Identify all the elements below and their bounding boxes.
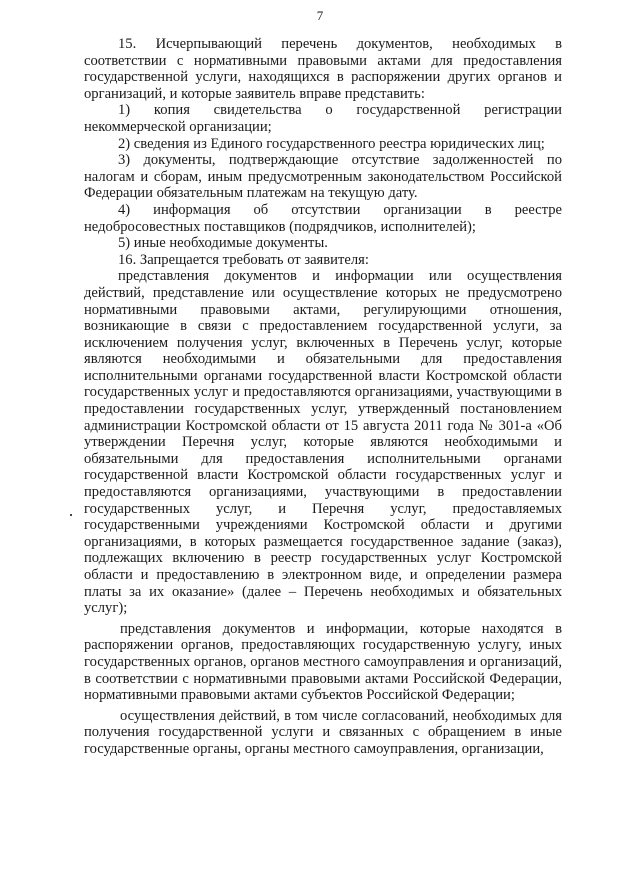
list-item-3: 3) документы, подтверждающие отсутствие задолженностей по налогам и сборам, иным предусмотренным законодательством Российской Федерации обязательным платежам на текущую дату. [84, 152, 562, 202]
page-number: 7 [316, 8, 324, 23]
scan-speck [70, 514, 72, 516]
paragraph-16-item-3: осуществления действий, в том числе согласований, необходимых для получения государственной услуги и связанных с обращением в иные государственные органы, органы местного самоуправления, организации, [84, 707, 562, 757]
list-item-2: 2) сведения из Единого государственного реестра юридических лиц; [118, 135, 545, 152]
paragraph-16-intro: 16. Запрещается требовать от заявителя: [118, 251, 369, 268]
paragraph-15-intro: 15. Исчерпывающий перечень документов, необходимых в соответствии с нормативными правовыми актами для предоставления государственной услуги, находящихся в распоряжении других органов и организаций, и которые заявитель вправе представить: [84, 36, 562, 102]
list-item-4: 4) информация об отсутствии организации в реестре недобросовестных поставщиков (подрядчиков, исполнителей); [84, 201, 562, 235]
list-item-5: 5) иные необходимые документы. [118, 235, 328, 252]
document-body [84, 36, 562, 758]
list-item-1: 1) копия свидетельства о государственной регистрации некоммерческой организации; [84, 102, 562, 135]
paragraph-16-item-2: представления документов и информации, которые находятся в распоряжении органов, предоставляющих государственную услугу, иных государственных органов, органов местного самоуправления и организаций, в соответствии с нормативными правовыми актами Российской Федерации, нормативными правовыми актами субъектов Российской Федерации; [84, 620, 562, 704]
paragraph-16-item-1: представления документов и информации или осуществления действий, представление или осуществление которых не предусмотрено нормативными правовыми актами, регулирующими отношения, возникающие в связи с предоставлением государственной услуги, за исключением получения услуг, включенных в Перечень услуг, которые являются необходимыми и обязательными для предоставления исполнительными органами государственной власти Костромской области государственных услуг и предоставляются организациями, участвующими в предоставлении государственных услуг, утвержденный постановлением администрации Костромской области от 15 августа 2011 года № 301-а «Об утверждении Перечня услуг, которые являются необходимыми и обязательными для предоставления исполнительными органами государственной власти Костромской области государственных услуг и предоставляются организациями, участвующими в предоставлении государственных услуг, и Перечня услуг, предоставляемых государственными учреждениями Костромской области и другими организациями, в которых размещается государственное задание (заказ), подлежащих включению в реестр государственных услуг Костромской области и предоставлению в электронном виде, и определении размера платы за их оказание» (далее – Перечень необходимых и обязательных услуг); [84, 268, 562, 617]
